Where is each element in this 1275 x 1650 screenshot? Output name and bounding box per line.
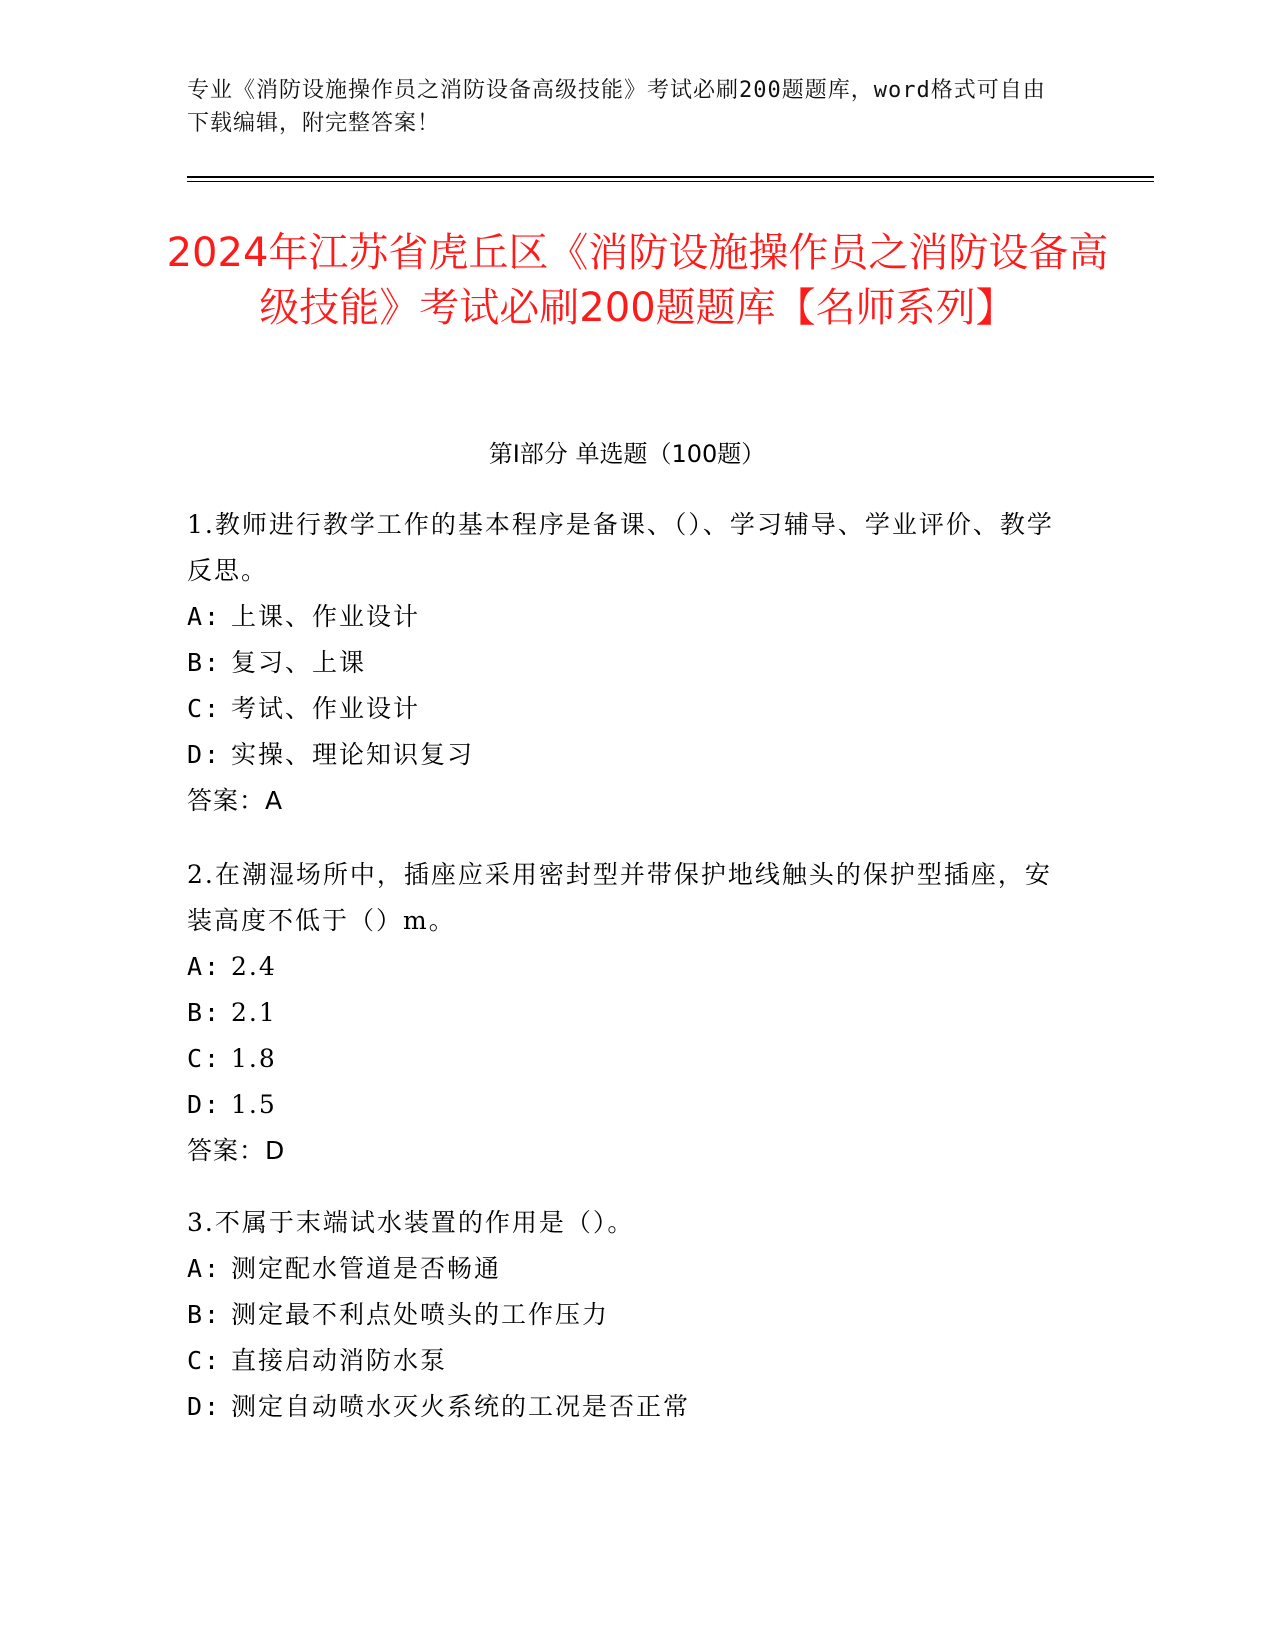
header-divider-thick	[187, 176, 1154, 178]
option-text: 测定最不利点处喷头的工作压力	[231, 1300, 610, 1329]
option-text: 2.4	[231, 952, 277, 981]
option-key: B:	[187, 998, 222, 1027]
option-b	[187, 990, 1067, 1036]
option-text: 上课、作业设计	[231, 602, 421, 631]
document-title: 2024年江苏省虎丘区《消防设施操作员之消防设备高级技能》考试必刷200题题库【名师系列】	[166, 230, 1109, 331]
option-key: A:	[187, 602, 222, 631]
option-d	[187, 1384, 1067, 1430]
option-text: 1.5	[231, 1090, 277, 1119]
answer-label: 答案：A	[187, 786, 284, 815]
option-key: B:	[187, 1300, 222, 1329]
option-text: 复习、上课	[231, 648, 367, 677]
header-note: 专业《消防设施操作员之消防设备高级技能》考试必刷200题题库，word格式可自由下载编辑，附完整答案！	[187, 78, 1046, 136]
option-text: 1.8	[231, 1044, 277, 1073]
option-b	[187, 1292, 1067, 1338]
option-key: C:	[187, 1346, 222, 1375]
option-text: 直接启动消防水泵	[231, 1346, 448, 1375]
question-1	[187, 502, 1067, 824]
option-key: B:	[187, 648, 222, 677]
question-stem: 1.教师进行教学工作的基本程序是备课、（）、学习辅导、学业评价、教学反思。	[187, 510, 1054, 585]
option-key: C:	[187, 1044, 222, 1073]
option-key: A:	[187, 1254, 222, 1283]
question-3	[187, 1200, 1067, 1430]
option-text: 2.1	[231, 998, 277, 1027]
option-text: 测定自动喷水灭火系统的工况是否正常	[231, 1392, 691, 1421]
option-key: C:	[187, 694, 222, 723]
option-key: D:	[187, 740, 222, 769]
option-d	[187, 1082, 1067, 1128]
question-stem: 2.在潮湿场所中，插座应采用密封型并带保护地线触头的保护型插座，安装高度不低于（）m。	[187, 860, 1052, 935]
option-key: D:	[187, 1090, 222, 1119]
option-c	[187, 686, 1067, 732]
option-key: D:	[187, 1392, 222, 1421]
option-d	[187, 732, 1067, 778]
option-c	[187, 1338, 1067, 1384]
option-text: 实操、理论知识复习	[231, 740, 475, 769]
header-divider-thin	[187, 181, 1154, 182]
option-c	[187, 1036, 1067, 1082]
option-a	[187, 1246, 1067, 1292]
option-a	[187, 944, 1067, 990]
option-text: 测定配水管道是否畅通	[231, 1254, 502, 1283]
option-text: 考试、作业设计	[231, 694, 421, 723]
answer-label: 答案：D	[187, 1136, 286, 1165]
option-b	[187, 640, 1067, 686]
option-a	[187, 594, 1067, 640]
question-stem: 3.不属于末端试水装置的作用是（）。	[187, 1208, 635, 1237]
option-key: A:	[187, 952, 222, 981]
question-2	[187, 852, 1067, 1174]
section-title: 第I部分 单选题（100题）	[488, 440, 766, 468]
